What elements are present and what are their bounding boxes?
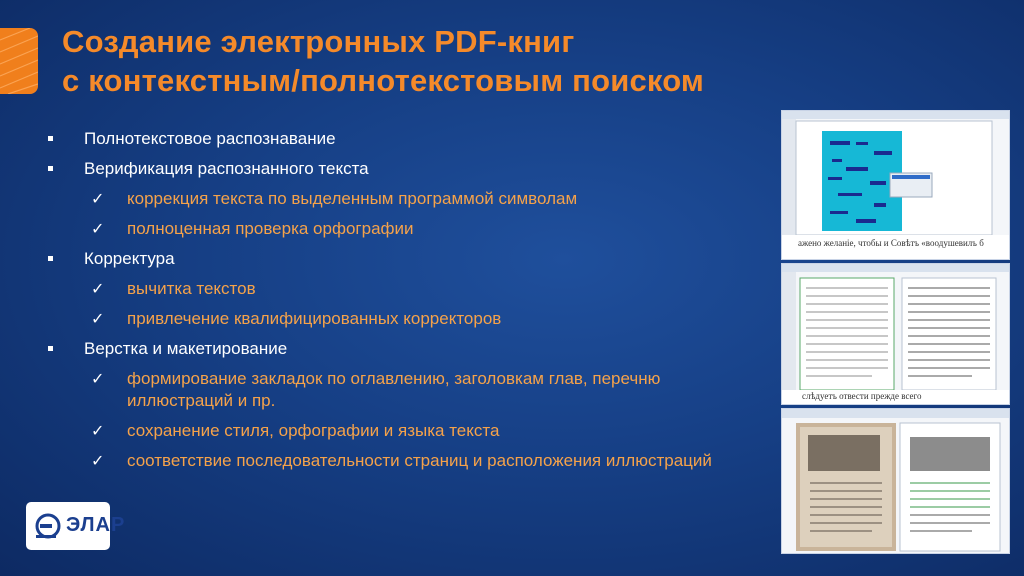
title-line-1: Создание электронных PDF-книг (62, 24, 575, 59)
list-item-text: формирование закладок по оглавлению, заголовкам глав, перечню иллюстраций и пр. (127, 369, 661, 410)
page-title (62, 22, 902, 100)
sub-list-item (44, 218, 764, 240)
list-item (44, 158, 764, 180)
screenshot-verification (781, 110, 1010, 260)
sub-list-item (44, 368, 764, 412)
list-item-text: привлечение квалифицированных корректоров (127, 309, 502, 328)
sub-list-item (44, 450, 764, 472)
list-item (44, 248, 764, 270)
list-item-text: Полнотекстовое распознавание (84, 129, 336, 148)
checkmark-icon: ✓ (91, 219, 105, 238)
list-item-text: сохранение стиля, орфографии и языка текста (127, 421, 500, 440)
layout-screen-image (782, 409, 1010, 554)
checkmark-icon: ✓ (91, 189, 105, 208)
checkmark-icon: ✓ (91, 309, 105, 328)
screenshot-layout (781, 408, 1010, 554)
checkmark-icon: ✓ (91, 421, 105, 440)
screenshot-caption-2: слѣдуетъ отвести прежде всего (802, 391, 922, 401)
sub-list-item (44, 188, 764, 210)
list-item-text: вычитка текстов (127, 279, 256, 298)
list-item-text: Корректура (84, 249, 175, 268)
accent-tab (0, 28, 38, 94)
sub-list-item (44, 278, 764, 300)
square-bullet-icon (48, 256, 53, 261)
sub-list-item (44, 308, 764, 330)
screenshot-caption-1: ажено желаніе, чтобы и Совѣтъ «воодушевилъ б (798, 238, 984, 248)
title-line-2: с контекстным/полнотекстовым поиском (62, 63, 705, 98)
list-item (44, 128, 764, 150)
accent-pattern-icon (0, 28, 38, 94)
list-item-text: полноценная проверка орфографии (127, 219, 414, 238)
checkmark-icon: ✓ (91, 279, 105, 298)
checkmark-icon: ✓ (91, 369, 105, 388)
list-item-text: коррекция текста по выделенным программой символам (127, 189, 578, 208)
square-bullet-icon (48, 166, 53, 171)
sub-list-item (44, 420, 764, 442)
square-bullet-icon (48, 136, 53, 141)
list-item (44, 338, 764, 360)
logo-text: ЭЛАР (66, 514, 126, 536)
square-bullet-icon (48, 346, 53, 351)
list-item-text: Верификация распознанного текста (84, 159, 369, 178)
elar-logo (26, 502, 126, 550)
list-item-text: Верстка и макетирование (84, 339, 288, 358)
screenshot-proofreading (781, 263, 1010, 405)
checkmark-icon: ✓ (91, 451, 105, 470)
bullet-list (44, 128, 764, 480)
proofreading-screen-image (782, 264, 1010, 405)
list-item-text: соответствие последовательности страниц и расположения иллюстраций (127, 451, 712, 470)
